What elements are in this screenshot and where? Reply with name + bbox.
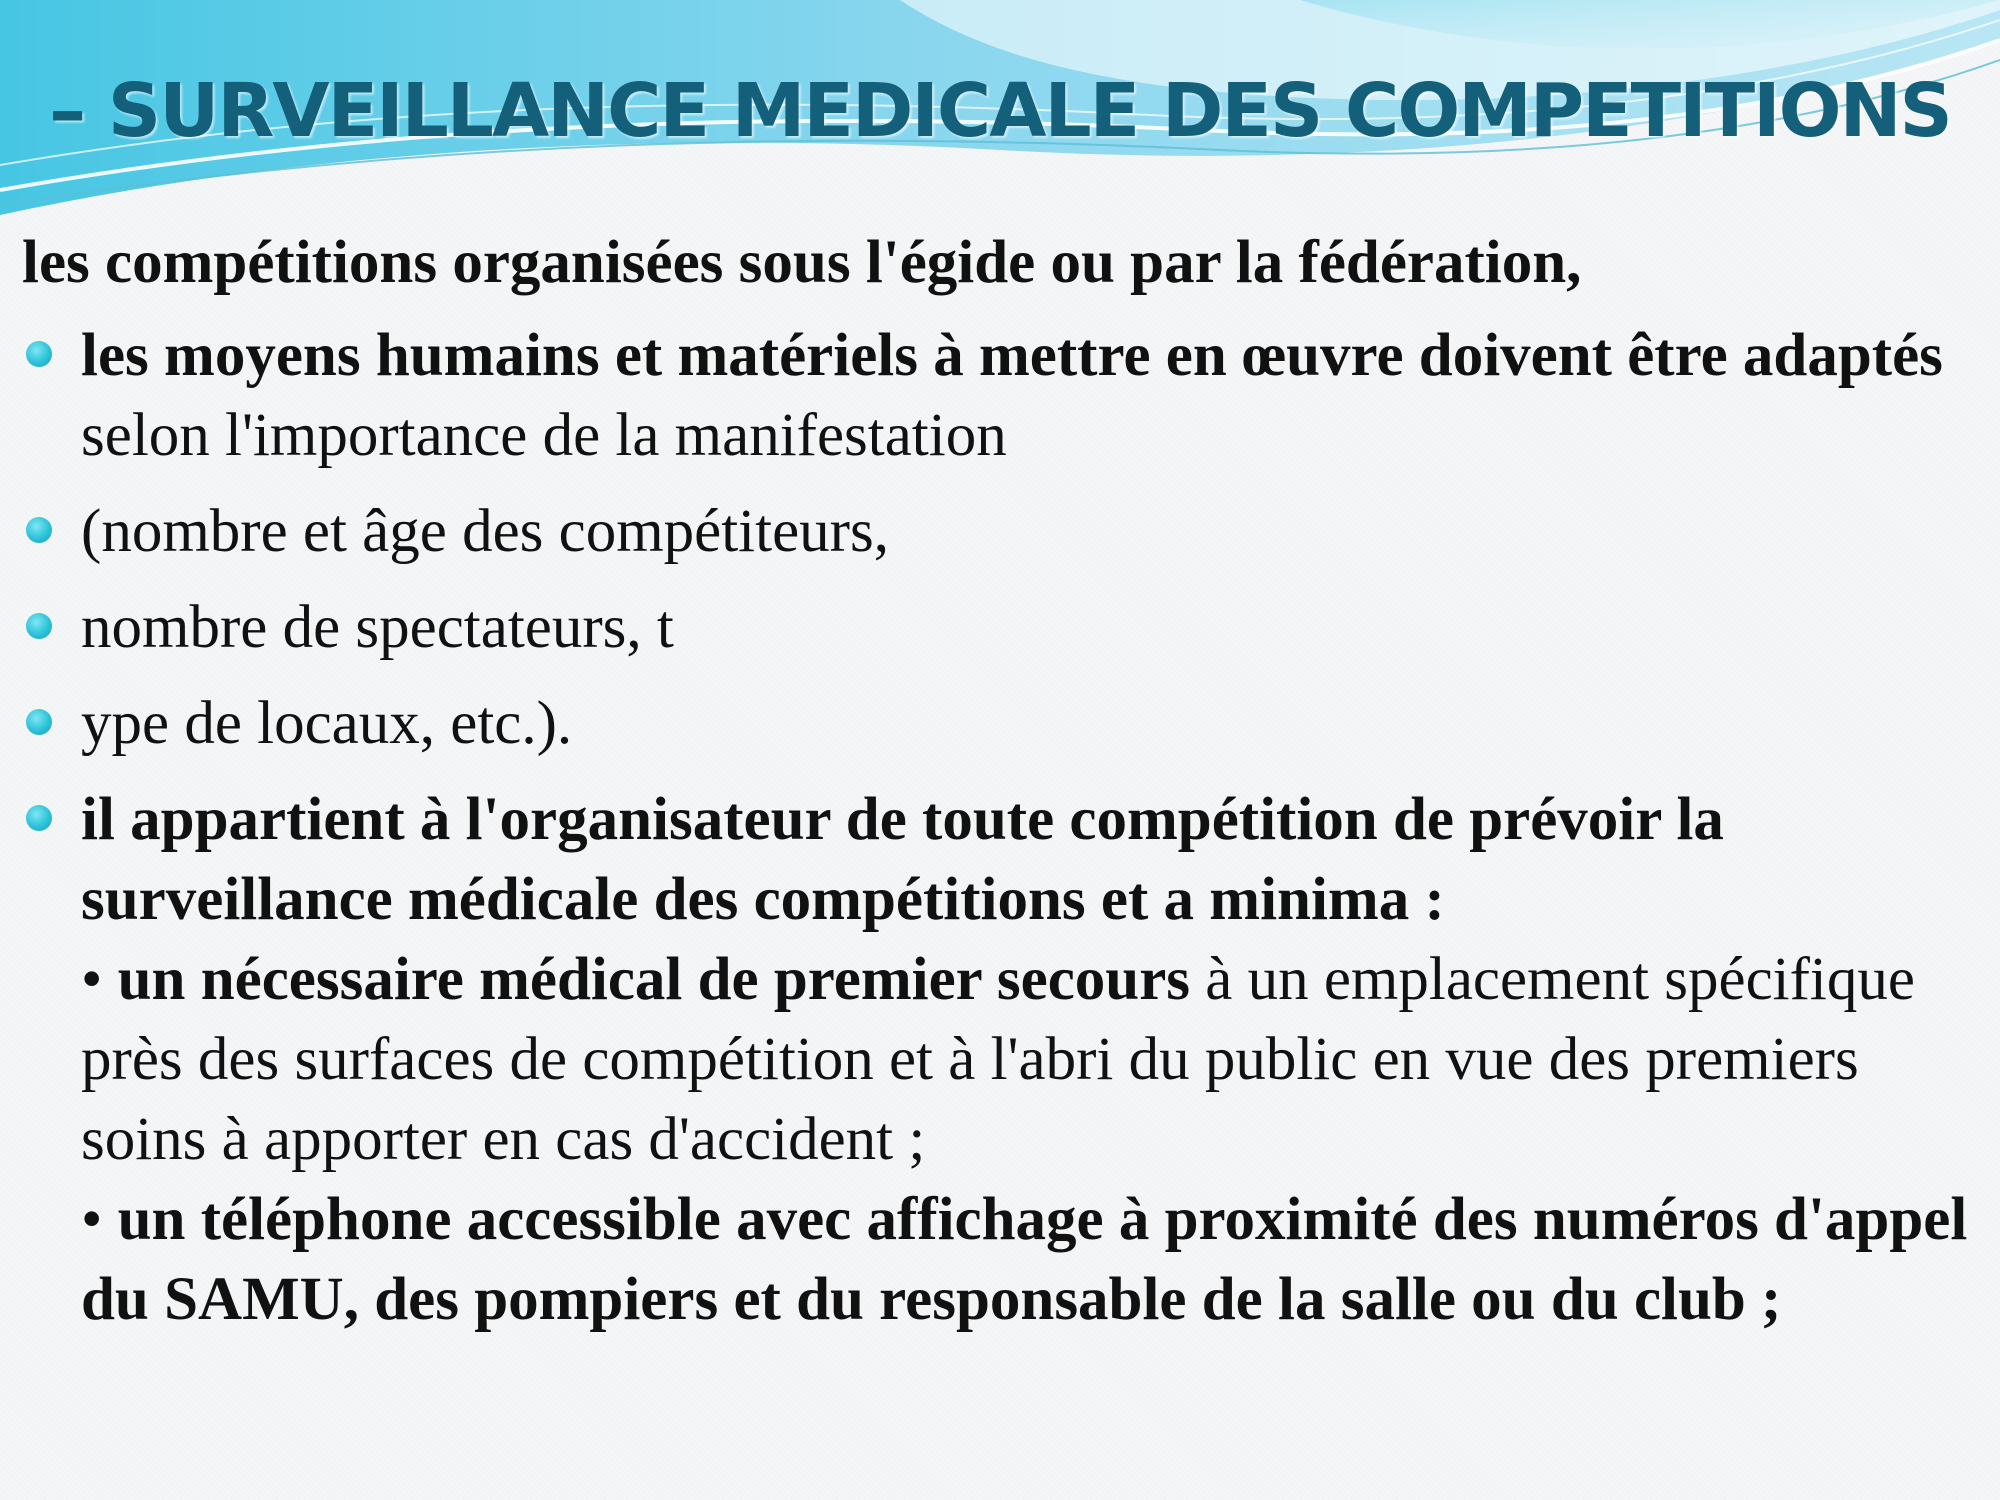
bullet-dot-icon: [26, 613, 52, 639]
bullet-4-normal: ype de locaux, etc.).: [81, 690, 573, 757]
bullet-item-4: [0, 684, 2000, 764]
bullet-list: [0, 316, 2000, 1340]
intro-line: les compétitions organisées sous l'égide ou par la fédération,: [22, 229, 1582, 296]
sub-item-first-aid: [81, 940, 1980, 1180]
sub-item-telephone: [81, 1180, 1980, 1340]
bullet-1-bold: les moyens humains et matériels à mettre en œuvre doivent être adaptés: [81, 322, 1943, 389]
sub-2-bold: un téléphone accessible avec affichage à proximité des numéros d'appel du SAMU, des pompiers et du responsable de la salle ou du club ;: [81, 1186, 1968, 1333]
sub-bullet-marker: •: [81, 946, 118, 1013]
bullet-dot-icon: [26, 341, 52, 367]
slide-content: [0, 222, 2000, 1356]
bullet-3-normal: nombre de spectateurs, t: [81, 594, 674, 661]
bullet-dot-icon: [26, 709, 52, 735]
bullet-item-2: [0, 492, 2000, 572]
sub-1-bold: un nécessaire médical de premier secours: [117, 946, 1191, 1013]
sub-1-normal: à un emplacement spécifique près des surfaces de compétition et à l'abri du public en vue des premiers soins à apporter en cas d'accident ;: [81, 946, 1915, 1173]
bullet-dot-icon: [26, 805, 52, 831]
bullet-5-bold: il appartient à l'organisateur de toute compétition de prévoir la surveillance médicale des compétitions et a minima :: [81, 786, 1724, 933]
sub-bullet-marker: •: [81, 1186, 118, 1253]
bullet-1-normal: selon l'importance de la manifestation: [81, 402, 1007, 469]
bullet-2-normal: (nombre et âge des compétiteurs,: [81, 498, 889, 565]
bullet-dot-icon: [26, 517, 52, 543]
bullet-item-1: [0, 316, 2000, 476]
bullet-item-5: [0, 780, 2000, 1340]
bullet-item-3: [0, 588, 2000, 668]
slide-title: – SURVEILLANCE MEDICALE DES COMPETITIONS: [49, 68, 1951, 154]
